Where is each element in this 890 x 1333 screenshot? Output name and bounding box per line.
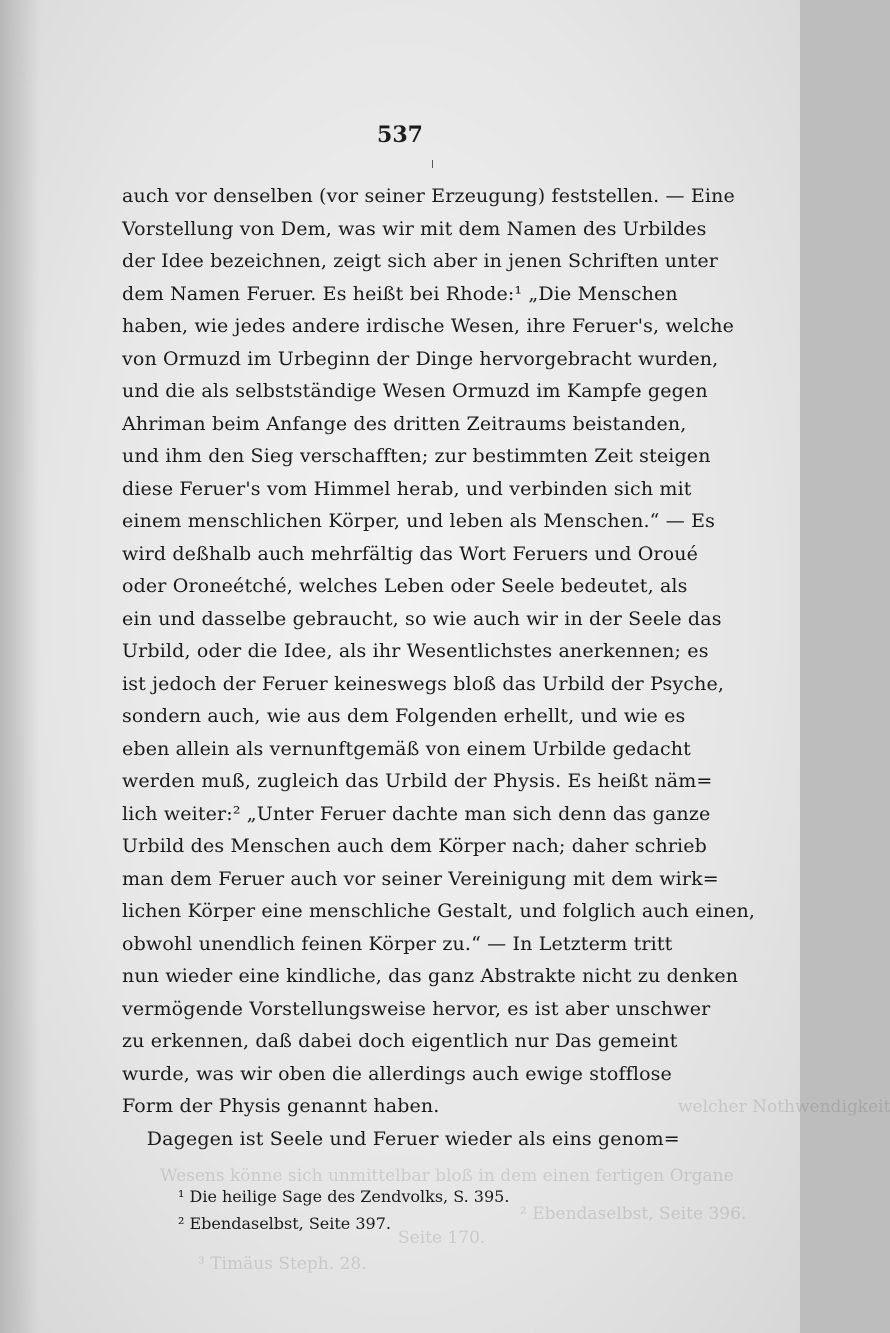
text-line: einem menschlichen Körper, und leben als Menschen.“ — Es: [122, 510, 715, 532]
bleed-through-text: Seite 170.: [398, 1228, 486, 1248]
text-line: Urbild, oder die Idee, als ihr Wesentlichstes anerkennen; es: [122, 640, 709, 662]
text-line: oder Oroneétché, welches Leben oder Seele bedeutet, als: [122, 575, 688, 597]
text-line: dem Namen Feruer. Es heißt bei Rhode:¹ „Die Menschen: [122, 282, 678, 305]
footnotes: [178, 1183, 738, 1237]
text-line: vermögende Vorstellungsweise hervor, es ist aber unschwer: [122, 997, 711, 1020]
text-line: diese Feruer's vom Himmel herab, und verbinden sich mit: [122, 477, 692, 500]
text-line: ist jedoch der Feruer keineswegs bloß das Urbild der Psyche,: [122, 672, 725, 695]
bleed-through-text: Wesens könne sich unmittelbar bloß in dem einen fertigen Organe: [160, 1166, 734, 1186]
text-line: obwohl unendlich feinen Körper zu.“ — In Letzterm tritt: [122, 932, 673, 955]
bleed-through-text: ³ Timäus Steph. 28.: [198, 1254, 367, 1274]
text-line: haben, wie jedes andere irdische Wesen, ihre Feruer's, welche: [122, 315, 735, 337]
body-text: [122, 180, 774, 1155]
text-line: nun wieder eine kindliche, das ganz Abstrakte nicht zu denken: [122, 965, 739, 987]
bleed-through-text: welcher Nothwendigkeit: [678, 1097, 890, 1117]
text-line: Urbild des Menschen auch dem Körper nach; daher schrieb: [122, 835, 707, 857]
print-mark: [432, 160, 433, 168]
footnote: ¹ Die heilige Sage des Zendvolks, S. 395.: [178, 1187, 510, 1206]
text-line: sondern auch, wie aus dem Folgenden erhellt, und wie es: [122, 705, 686, 727]
text-line: ein und dasselbe gebraucht, so wie auch wir in der Seele das: [122, 607, 722, 630]
text-line: wurde, was wir oben die allerdings auch ewige stofflose: [122, 1062, 672, 1085]
text-line: Form der Physis genannt haben.: [122, 1095, 440, 1117]
page-number: 537: [377, 122, 423, 148]
text-line: und die als selbstständige Wesen Ormuzd im Kampfe gegen: [122, 380, 708, 402]
text-line: und ihm den Sieg verschafften; zur bestimmten Zeit steigen: [122, 445, 711, 467]
text-line: Ahriman beim Anfange des dritten Zeitraums beistanden,: [122, 412, 687, 435]
bleed-through-text: ² Ebendaselbst, Seite 396.: [520, 1204, 747, 1224]
text-line: Dagegen ist Seele und Feruer wieder als eins genom=: [122, 1127, 680, 1150]
text-line: wird deßhalb auch mehrfältig das Wort Feruers und Oroué: [122, 542, 699, 565]
text-line: man dem Feruer auch vor seiner Vereinigung mit dem wirk=: [122, 867, 719, 890]
text-line: zu erkennen, daß dabei doch eigentlich nur Das gemeint: [122, 1030, 678, 1052]
page-edge-shadow: [0, 0, 40, 1333]
text-line: lichen Körper eine menschliche Gestalt, und folglich auch einen,: [122, 900, 756, 922]
text-line: Vorstellung von Dem, was wir mit dem Namen des Urbildes: [122, 217, 707, 240]
text-line: von Ormuzd im Urbeginn der Dinge hervorgebracht wurden,: [122, 347, 719, 370]
text-line: eben allein als vernunftgemäß von einem Urbilde gedacht: [122, 737, 691, 760]
footnote: ² Ebendaselbst, Seite 397.: [178, 1214, 391, 1233]
text-line: werden muß, zugleich das Urbild der Physis. Es heißt näm=: [122, 770, 713, 792]
text-line: auch vor denselben (vor seiner Erzeugung) feststellen. — Eine: [122, 185, 735, 207]
text-line: der Idee bezeichnen, zeigt sich aber in jenen Schriften unter: [122, 250, 718, 272]
text-line: lich weiter:² „Unter Feruer dachte man sich denn das ganze: [122, 802, 711, 825]
